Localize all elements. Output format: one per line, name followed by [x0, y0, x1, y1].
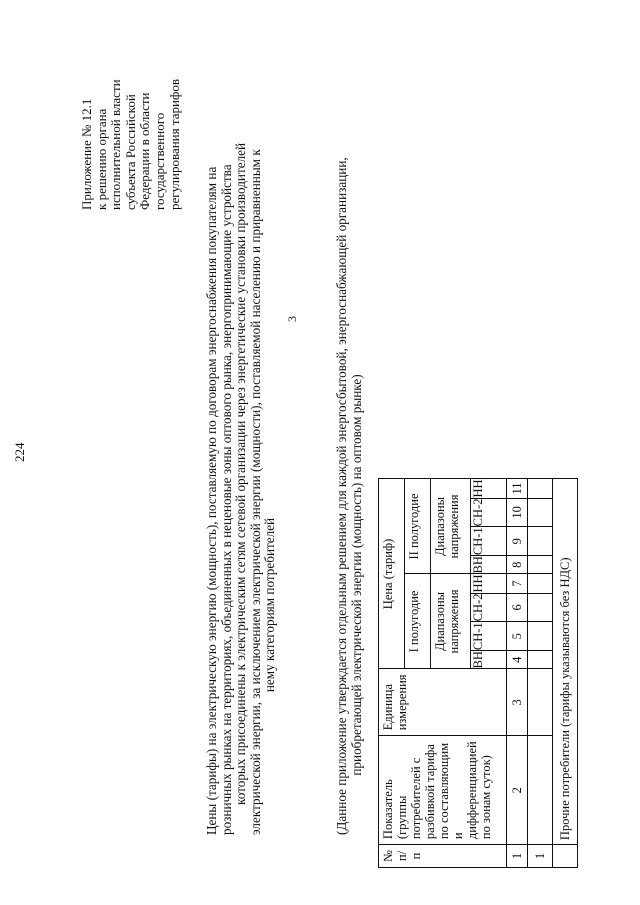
index-cell: 4: [507, 651, 528, 669]
title-line: Цены (тарифы) на электрическую энергию (мощность), поставляемую по договорам энергоснабжения покупателям на: [204, 166, 219, 835]
table-cell: [528, 479, 553, 498]
table-cell: [528, 622, 553, 651]
col-header-number: № п/п: [379, 845, 507, 868]
appendix-line: Федерации в области: [137, 92, 153, 210]
other-consumers-row: Прочие потребители (тарифы указываются без НДС): [553, 479, 578, 845]
note-line: приобретающей электрической энергии (мощность) на оптовом рынке): [348, 374, 364, 776]
half-year-2: II полугодие: [405, 479, 431, 574]
tariff-table: [378, 478, 578, 868]
voltage-header: СН-1: [471, 527, 507, 556]
appendix-line: исполнительной власти: [108, 79, 124, 210]
table-cell: [528, 651, 553, 669]
index-cell: 6: [507, 593, 528, 622]
voltage-header: НН: [471, 479, 507, 498]
table-cell: [528, 574, 553, 593]
table-cell: [528, 593, 553, 622]
appendix-line: Приложение № 12.1: [79, 98, 94, 210]
note-line: (Данное приложение утверждается отдельным решением для каждой энергосбытовой, энергоснабжающей организации,: [334, 157, 349, 835]
index-cell: 7: [507, 574, 528, 593]
approval-note: [335, 157, 364, 835]
index-cell: 10: [507, 498, 528, 527]
index-cell: 5: [507, 622, 528, 651]
table-cell: [528, 556, 553, 574]
index-cell: 2: [507, 736, 528, 845]
appendix-line: регулирования тарифов: [166, 79, 182, 210]
voltage-header: СН-2: [471, 498, 507, 527]
table-cell: [528, 669, 553, 736]
voltage-ranges-2: Диапазоны напряжения: [431, 479, 471, 574]
voltage-header: ВН: [471, 556, 507, 574]
title-line: розничных рынках на территориях, объединенных в неценовые зоны оптового рынка, энергопринимающие устройства: [218, 164, 234, 835]
page-number: 224: [12, 442, 27, 462]
voltage-header: ВН: [471, 651, 507, 669]
table-cell: [553, 845, 578, 868]
half-year-1: I полугодие: [405, 574, 431, 669]
voltage-ranges-1: Диапазоны напряжения: [431, 574, 471, 669]
index-cell: 8: [507, 556, 528, 574]
title-line: электрической энергии, за исключением электрической энергии (мощности), поставляемой населению и приравненным к: [247, 149, 263, 835]
appendix-header: [80, 79, 182, 210]
col-header-unit: Единица измерения: [379, 669, 507, 736]
col-header-price: Цена (тариф): [379, 479, 405, 669]
table-cell: [528, 498, 553, 527]
row-number: 1: [528, 845, 553, 868]
table-cell: [528, 527, 553, 556]
appendix-line: субъекта Российской: [122, 94, 138, 210]
appendix-line: государственного: [151, 112, 167, 210]
col-header-indicator: Показатель (группы потребителей с разбивкой тарифа по составляющим и дифференциацией по зонам суток): [379, 736, 507, 845]
voltage-header: СН-2: [471, 593, 507, 622]
document-title: [205, 143, 278, 835]
index-cell: 1: [507, 845, 528, 868]
table-cell: [528, 736, 553, 845]
index-cell: 9: [507, 527, 528, 556]
voltage-header: СН-1: [471, 622, 507, 651]
appendix-line: к решению органа: [93, 108, 109, 210]
title-line: нему категориям потребителей: [262, 517, 278, 693]
footnote-mark: 3: [285, 316, 299, 322]
voltage-header: НН: [471, 574, 507, 593]
index-cell: 11: [507, 479, 528, 498]
title-line: которых присоединены к электрическим сетям сетевой организации через энергетические установки производителей: [233, 142, 249, 805]
index-cell: 3: [507, 669, 528, 736]
